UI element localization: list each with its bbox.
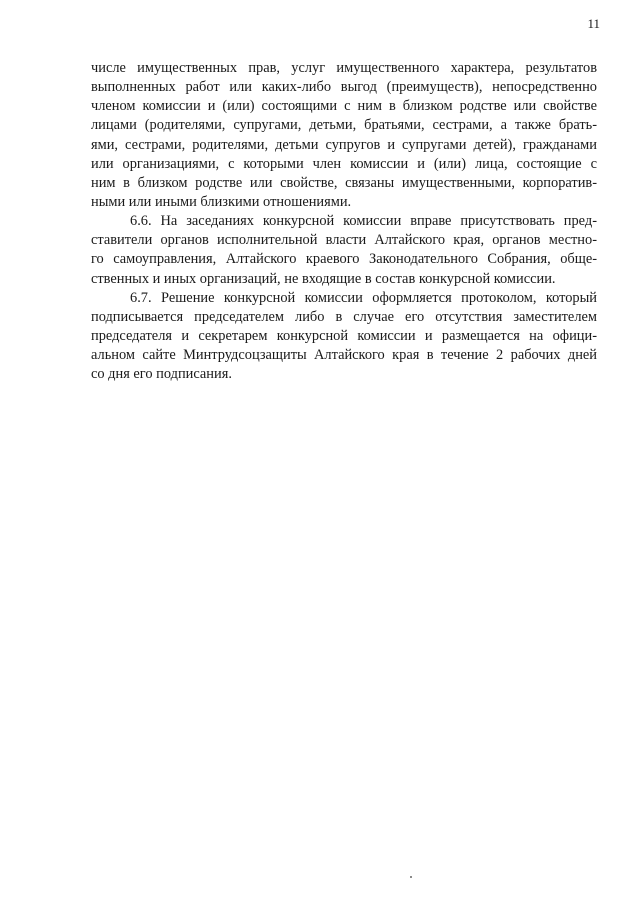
- paragraph-6-7: [91, 289, 597, 385]
- text-line: подписывается председателем либо в случае его отсутствия заместителем: [91, 308, 597, 325]
- page-number: 11: [587, 16, 600, 31]
- text-line: ными или иными близкими отношениями.: [91, 193, 352, 210]
- text-line: 6.6. На заседаниях конкурсной комиссии вправе присутствовать пред-: [130, 213, 597, 230]
- paragraph-6-6: [91, 212, 597, 289]
- text-line: ственных и иных организаций, не входящие в состав конкурсной комиссии.: [91, 270, 556, 287]
- paragraph-continuation: [91, 59, 597, 212]
- text-line: со дня его подписания.: [91, 366, 232, 383]
- text-line: альном сайте Минтрудсоцзащиты Алтайского края в течение 2 рабочих дней: [91, 347, 597, 364]
- text-line: 6.7. Решение конкурсной комиссии оформляется протоколом, который: [130, 289, 597, 306]
- text-line: членом комиссии и (или) состоящими с ним в близком родстве или свойстве: [91, 98, 597, 115]
- text-line: или организациями, с которыми член комиссии и (или) лица, состоящие с: [91, 155, 597, 172]
- text-line: ями, сестрами, родителями, детьми супругов и супругами детей), гражданами: [91, 136, 597, 153]
- text-line: ставители органов исполнительной власти Алтайского края, органов местно-: [91, 232, 597, 249]
- document-body: [91, 59, 597, 384]
- scan-speck: [410, 876, 412, 878]
- text-line: ним в близком родстве или свойстве, связаны имущественными, корпоратив-: [91, 174, 597, 191]
- text-line: лицами (родителями, супругами, детьми, братьями, сестрами, а также брать-: [91, 117, 597, 134]
- text-line: председателя и секретарем конкурсной комиссии и размещается на офици-: [91, 327, 597, 344]
- text-line: выполненных работ или каких-либо выгод (преимуществ), непосредственно: [91, 79, 597, 96]
- text-line: го самоуправления, Алтайского краевого Законодательного Собрания, обще-: [91, 251, 597, 268]
- text-line: числе имущественных прав, услуг имущественного характера, результатов: [91, 60, 597, 76]
